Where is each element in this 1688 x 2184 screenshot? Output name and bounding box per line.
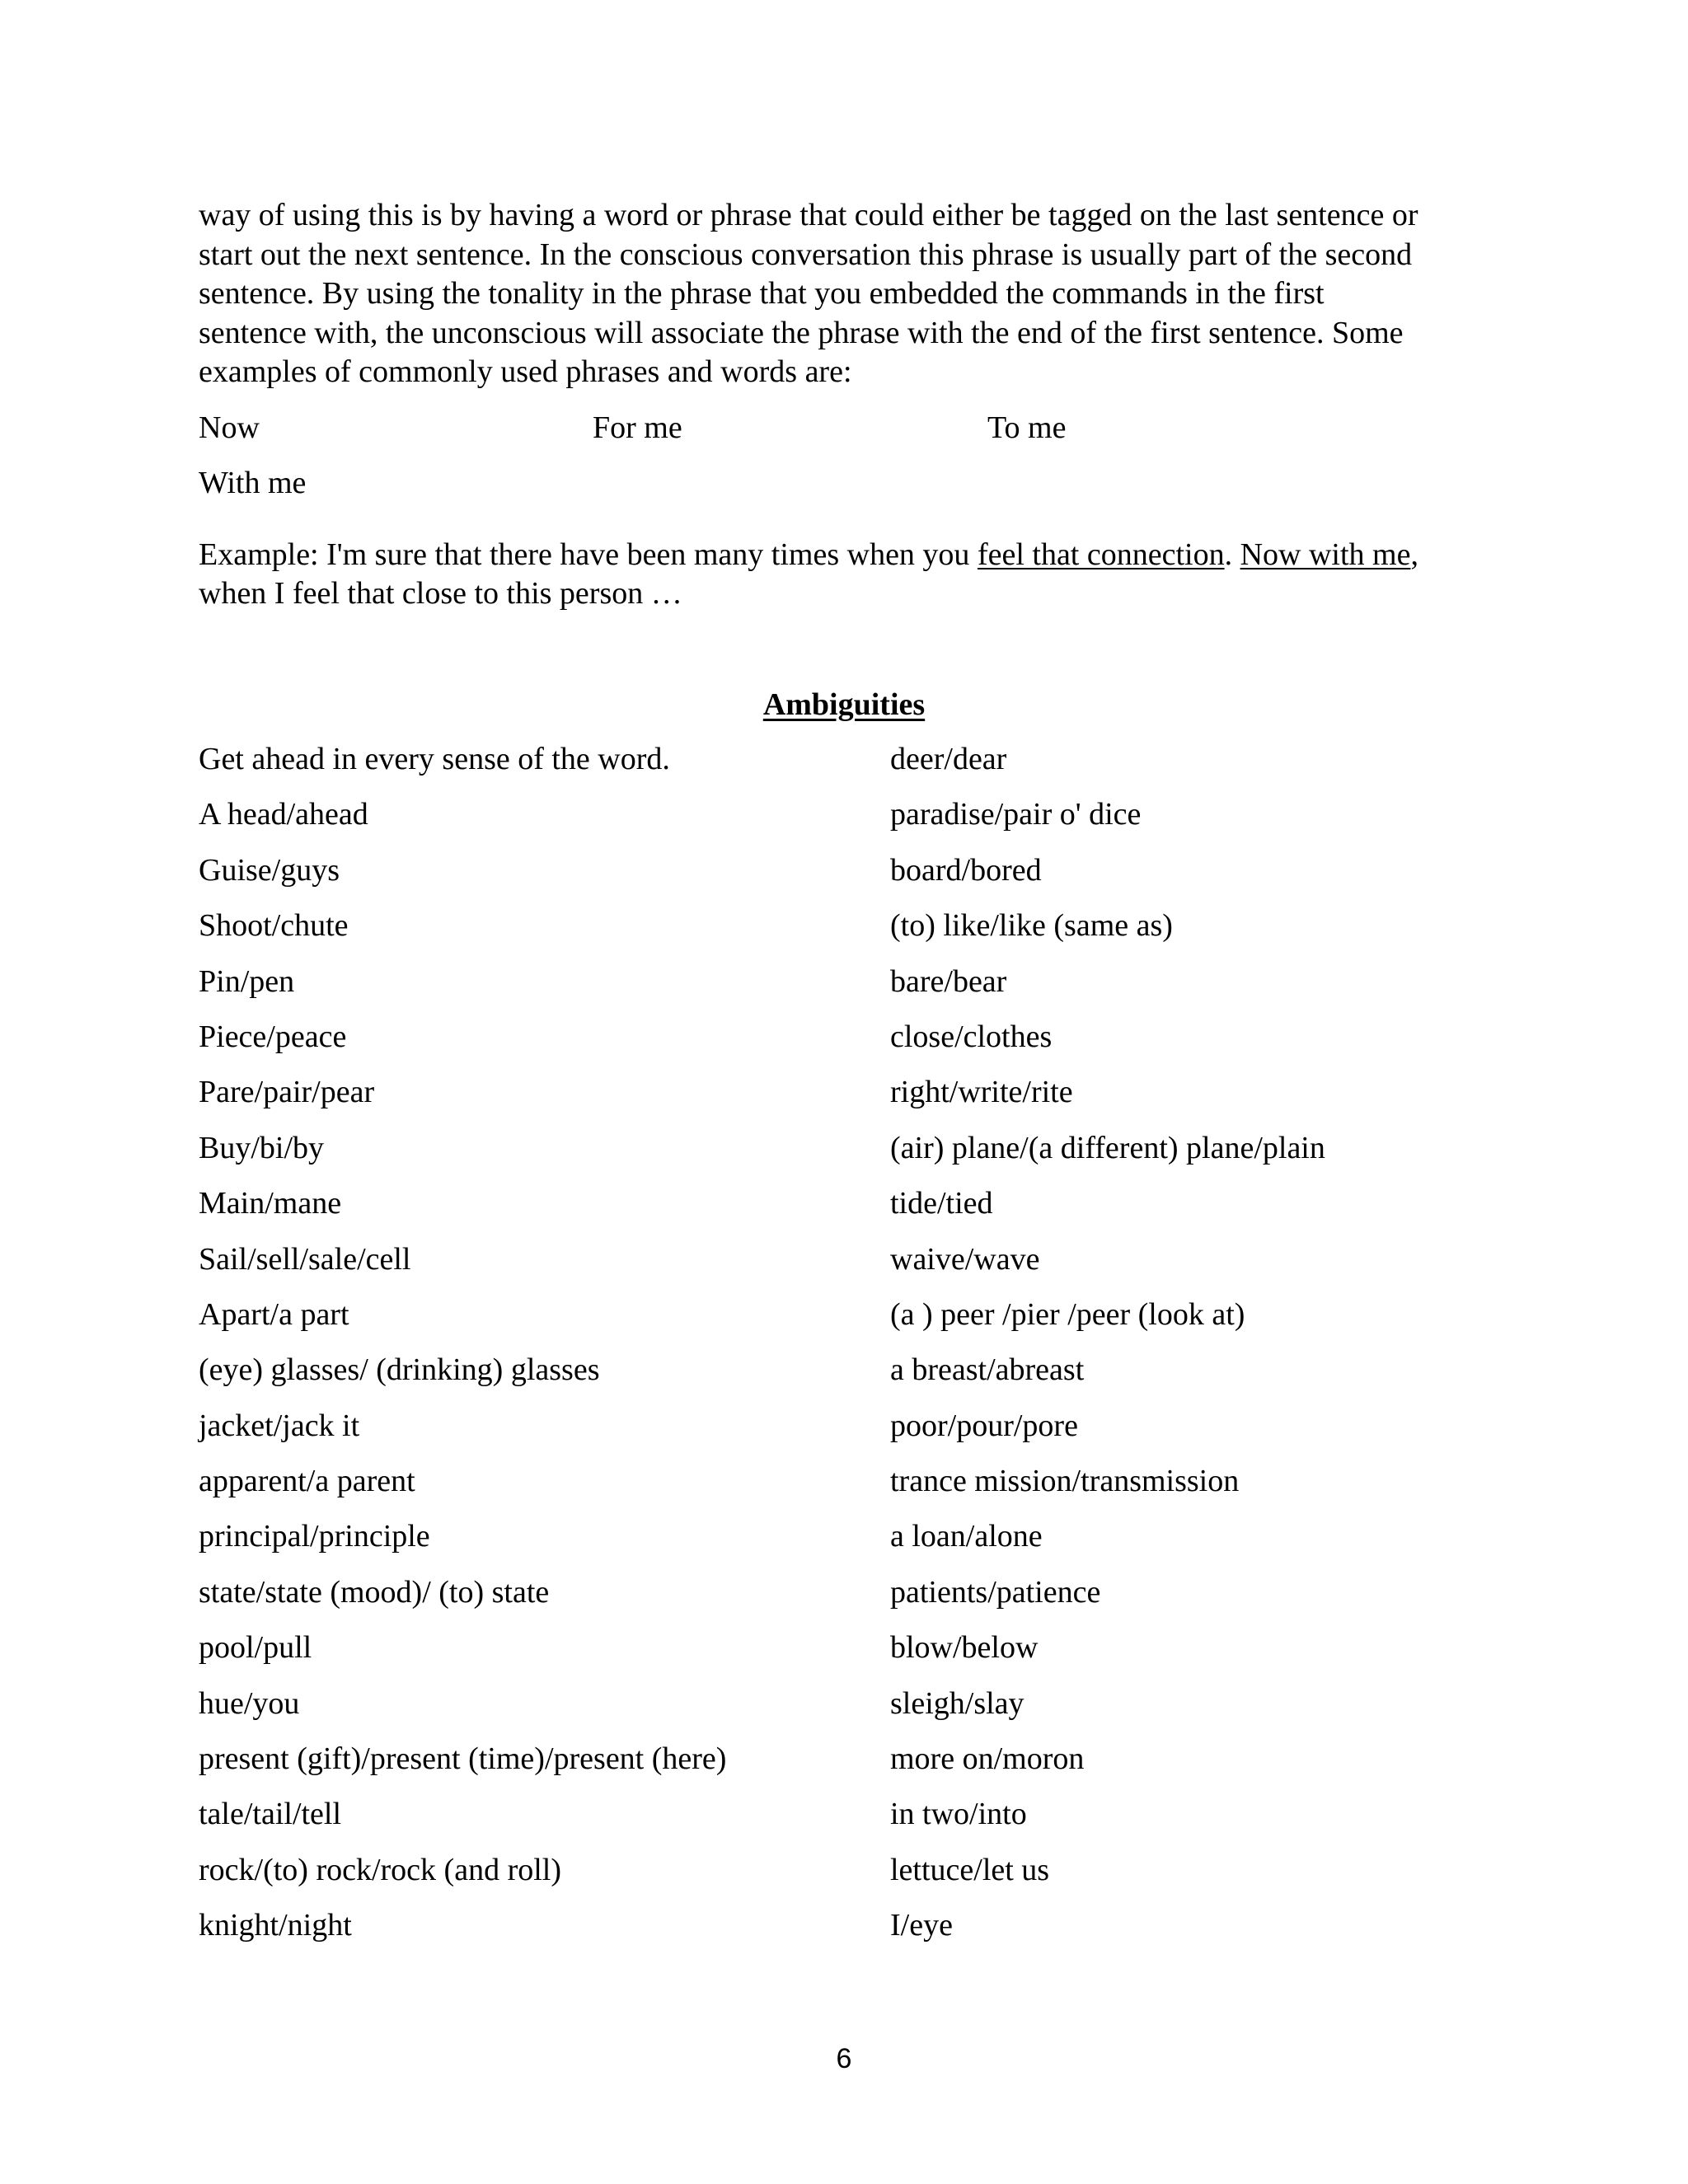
ambiguities-heading-text: Ambiguities bbox=[762, 687, 926, 722]
phrase-to-me: To me bbox=[987, 410, 1067, 445]
ambiguity-right: a breast/abreast bbox=[890, 1352, 1085, 1388]
phrase-row-1 bbox=[199, 409, 1493, 448]
page-content bbox=[199, 196, 1493, 614]
ambiguity-left: jacket/jack it bbox=[199, 1408, 360, 1443]
list-item bbox=[199, 1129, 1493, 1184]
list-item bbox=[199, 1240, 1493, 1296]
phrase-with-me: With me bbox=[199, 465, 307, 500]
phrase-row-2 bbox=[199, 464, 1493, 503]
list-item bbox=[199, 907, 1493, 962]
intro-line: way of using this is by having a word or phrase that could either be tagged on the last sentence or bbox=[199, 198, 1418, 232]
list-item bbox=[199, 740, 1493, 795]
ambiguity-left: rock/(to) rock/rock (and roll) bbox=[199, 1852, 561, 1887]
ambiguity-right: blow/below bbox=[890, 1630, 1039, 1666]
ambiguity-left: pool/pull bbox=[199, 1630, 312, 1666]
ambiguity-right: more on/moron bbox=[890, 1741, 1085, 1777]
ambiguity-right: close/clothes bbox=[890, 1019, 1053, 1054]
ambiguity-right: (a ) peer /pier /peer (look at) bbox=[890, 1296, 1245, 1332]
ambiguity-left: Piece/peace bbox=[199, 1019, 347, 1054]
list-item bbox=[199, 1740, 1493, 1795]
ambiguities-list bbox=[199, 740, 1493, 1962]
list-item bbox=[199, 1296, 1493, 1351]
ambiguity-right: waive/wave bbox=[890, 1241, 1040, 1277]
ambiguity-left: knight/night bbox=[199, 1908, 352, 1943]
ambiguity-left: hue/you bbox=[199, 1685, 300, 1721]
list-item bbox=[199, 1517, 1493, 1572]
ambiguity-right: a loan/alone bbox=[890, 1519, 1043, 1554]
example-underlined-connection: feel that connection bbox=[977, 537, 1225, 572]
example-mid: . bbox=[1224, 537, 1240, 572]
ambiguities-heading bbox=[0, 686, 1688, 724]
intro-paragraph bbox=[199, 196, 1493, 392]
ambiguity-right: deer/dear bbox=[890, 742, 1007, 776]
ambiguity-right: trance mission/transmission bbox=[890, 1464, 1240, 1499]
ambiguity-left: A head/ahead bbox=[199, 797, 368, 832]
ambiguity-right: patients/patience bbox=[890, 1574, 1101, 1610]
ambiguity-right: bare/bear bbox=[890, 963, 1007, 999]
example-paragraph bbox=[199, 536, 1493, 614]
example-suffix: , bbox=[1410, 537, 1418, 572]
ambiguity-left: Main/mane bbox=[199, 1186, 342, 1221]
ambiguity-left: apparent/a parent bbox=[199, 1464, 415, 1499]
ambiguity-right: tide/tied bbox=[890, 1186, 993, 1221]
list-item bbox=[199, 963, 1493, 1018]
ambiguity-left: Shoot/chute bbox=[199, 908, 349, 944]
ambiguity-left: Apart/a part bbox=[199, 1296, 349, 1332]
ambiguity-left: Get ahead in every sense of the word. bbox=[199, 742, 670, 776]
example-underlined-now-with-me: Now with me bbox=[1240, 537, 1411, 572]
ambiguity-right: (to) like/like (same as) bbox=[890, 908, 1173, 944]
ambiguity-right: poor/pour/pore bbox=[890, 1408, 1078, 1443]
list-item bbox=[199, 1462, 1493, 1517]
ambiguity-left: Buy/bi/by bbox=[199, 1130, 325, 1165]
intro-line: sentence. By using the tonality in the phrase that you embedded the commands in the first bbox=[199, 276, 1325, 311]
ambiguity-right: (air) plane/(a different) plane/plain bbox=[890, 1130, 1325, 1165]
phrase-for-me: For me bbox=[593, 410, 682, 445]
example-line-1 bbox=[199, 536, 1493, 575]
ambiguity-left: state/state (mood)/ (to) state bbox=[199, 1574, 550, 1610]
ambiguity-left: Pare/pair/pear bbox=[199, 1075, 375, 1110]
intro-line: examples of commonly used phrases and words are: bbox=[199, 354, 852, 389]
phrase-now: Now bbox=[199, 410, 260, 445]
ambiguity-left: present (gift)/present (time)/present (here) bbox=[199, 1741, 727, 1777]
list-item bbox=[199, 1351, 1493, 1406]
ambiguity-right: sleigh/slay bbox=[890, 1685, 1025, 1721]
list-item bbox=[199, 1685, 1493, 1740]
list-item bbox=[199, 851, 1493, 907]
ambiguity-right: in two/into bbox=[890, 1797, 1027, 1832]
ambiguity-left: tale/tail/tell bbox=[199, 1797, 342, 1832]
list-item bbox=[199, 795, 1493, 851]
intro-line: sentence with, the unconscious will associate the phrase with the end of the first sentence. Some bbox=[199, 315, 1404, 350]
ambiguity-left: Pin/pen bbox=[199, 963, 295, 999]
example-prefix: Example: I'm sure that there have been many times when you bbox=[199, 537, 978, 572]
list-item bbox=[199, 1184, 1493, 1240]
list-item bbox=[199, 1851, 1493, 1906]
list-item bbox=[199, 1573, 1493, 1629]
ambiguity-left: Sail/sell/sale/cell bbox=[199, 1241, 411, 1277]
ambiguity-right: lettuce/let us bbox=[890, 1852, 1050, 1887]
page-number: 6 bbox=[836, 2043, 852, 2074]
list-item bbox=[199, 1407, 1493, 1462]
ambiguity-right: right/write/rite bbox=[890, 1075, 1073, 1110]
list-item bbox=[199, 1018, 1493, 1073]
list-item bbox=[199, 1906, 1493, 1961]
list-item bbox=[199, 1795, 1493, 1850]
ambiguity-right: board/bored bbox=[890, 852, 1042, 888]
list-item bbox=[199, 1073, 1493, 1128]
ambiguity-right: paradise/pair o' dice bbox=[890, 797, 1142, 832]
intro-line: start out the next sentence. In the conscious conversation this phrase is usually part of the second bbox=[199, 237, 1413, 272]
ambiguity-right: I/eye bbox=[890, 1908, 953, 1943]
list-item bbox=[199, 1629, 1493, 1684]
ambiguity-left: (eye) glasses/ (drinking) glasses bbox=[199, 1352, 600, 1388]
ambiguity-left: principal/principle bbox=[199, 1519, 430, 1554]
ambiguity-left: Guise/guys bbox=[199, 852, 340, 888]
example-line-2: when I feel that close to this person … bbox=[199, 576, 682, 611]
